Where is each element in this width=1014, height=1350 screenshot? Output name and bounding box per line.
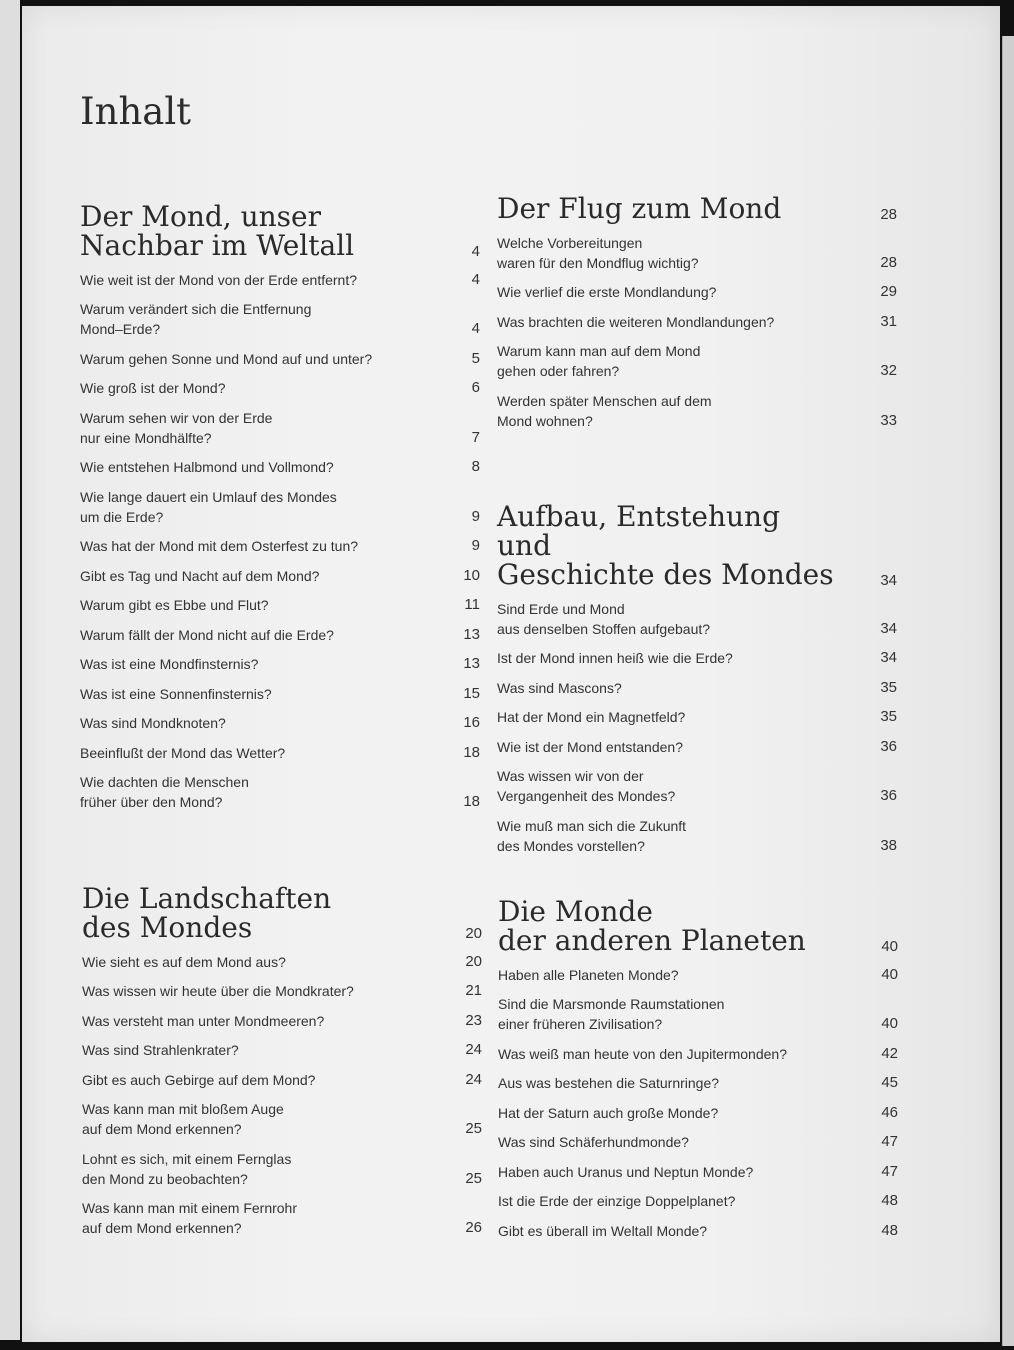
toc-entry <box>82 1040 482 1060</box>
toc-entry-line: Was weiß man heute von den Jupitermonden? <box>498 1045 787 1062</box>
toc-entry-line: einer früheren Zivilisation? <box>498 1016 663 1032</box>
toc-entry-question <box>80 536 420 556</box>
toc-entry-question <box>82 1011 422 1031</box>
section-heading <box>82 884 482 942</box>
section-title <box>497 194 837 223</box>
toc-entry-question <box>498 965 838 985</box>
toc-entry-page-number: 21 <box>465 982 482 999</box>
toc-entry-page-number: 11 <box>464 596 480 613</box>
toc-entry-question <box>82 952 422 972</box>
toc-entry <box>80 378 480 398</box>
toc-entry-question <box>497 282 837 302</box>
toc-entry-question <box>82 1198 422 1238</box>
toc-entry <box>498 1103 898 1123</box>
toc-entry <box>497 816 897 856</box>
toc-entry-question <box>497 233 837 273</box>
toc-entry-question <box>497 678 837 698</box>
toc-entry-line: Warum fällt der Mond nicht auf die Erde? <box>80 626 334 643</box>
toc-entry-question <box>80 743 420 763</box>
toc-entry-line: Gibt es Tag und Nacht auf dem Mond? <box>80 567 320 584</box>
toc-entry <box>80 536 480 556</box>
toc-entry-page-number: 25 <box>465 1120 482 1137</box>
toc-entry-page-number: 20 <box>465 952 482 970</box>
toc-entry <box>497 766 897 806</box>
toc-entry-question <box>497 599 837 639</box>
toc-entry-page-number: 28 <box>880 253 897 271</box>
toc-entry-page-number: 36 <box>880 737 897 755</box>
toc-entry-page-number: 16 <box>463 714 480 731</box>
toc-entry-page-number: 18 <box>463 793 480 810</box>
section-page-number: 4 <box>471 243 480 260</box>
toc-entry-page-number: 47 <box>881 1162 898 1180</box>
toc-entry-line: Wie entstehen Halbmond und Vollmond? <box>80 459 334 475</box>
toc-entry <box>497 282 897 302</box>
toc-entry-line: Haben auch Uranus und Neptun Monde? <box>498 1163 754 1180</box>
toc-entry-line: auf dem Mond erkennen? <box>82 1121 242 1137</box>
toc-entry-page-number: 35 <box>880 678 897 696</box>
toc-entry <box>498 1221 898 1241</box>
toc-entry-question <box>497 707 837 727</box>
toc-entry <box>80 625 480 645</box>
toc-entry-line: Was wissen wir von der <box>497 768 644 784</box>
toc-entry <box>497 312 897 332</box>
toc-entry <box>80 457 480 477</box>
toc-entry-line: Aus was bestehen die Saturnringe? <box>498 1075 720 1091</box>
toc-entry-line: Warum kann man auf dem Mond <box>497 343 701 359</box>
toc-entry <box>82 1011 482 1031</box>
toc-entry-line: Was hat der Mond mit dem Osterfest zu tun? <box>80 538 359 554</box>
toc-entry-page-number: 34 <box>880 619 897 637</box>
section-title-line: Nachbar im Weltall <box>80 229 355 262</box>
section-title-line: Aufbau, Entstehung und <box>497 500 781 562</box>
toc-entry-question <box>497 648 837 668</box>
toc-entry-page-number: 7 <box>471 428 480 446</box>
section-page-number: 20 <box>465 925 482 942</box>
toc-entry <box>497 707 897 727</box>
toc-entry <box>497 233 897 273</box>
section-title-line: Geschichte des Mondes <box>497 558 834 591</box>
toc-entry-line: Was ist eine Mondfinsternis? <box>80 656 259 672</box>
toc-entry-line: Was kann man mit einem Fernrohr <box>82 1200 297 1216</box>
toc-entry-question <box>498 1044 838 1064</box>
toc-entry-page-number: 29 <box>880 283 897 300</box>
toc-entry-question <box>497 391 837 431</box>
toc-entry-line: Wie dachten die Menschen <box>80 774 249 790</box>
toc-entry-page-number: 24 <box>465 1041 482 1058</box>
section-title-line: Die Landschaften <box>82 882 332 915</box>
toc-entry <box>80 743 480 763</box>
toc-entry <box>498 1191 898 1211</box>
toc-entry-line: Wie verlief die erste Mondlandung? <box>497 284 717 300</box>
toc-entry-line: Gibt es auch Gebirge auf dem Mond? <box>82 1071 316 1088</box>
section-mond-nachbar <box>80 202 480 812</box>
toc-entry-question <box>80 654 420 674</box>
toc-entry-line: Wie groß ist der Mond? <box>80 380 226 396</box>
toc-entry-line: Sind die Marsmonde Raumstationen <box>498 996 725 1012</box>
toc-entry-page-number: 4 <box>471 270 480 288</box>
toc-entry-page-number: 31 <box>880 312 897 330</box>
section-page-number: 40 <box>881 938 898 955</box>
toc-entry <box>497 391 897 431</box>
toc-entry-line: nur eine Mondhälfte? <box>80 429 212 446</box>
toc-entry-line: Mond wohnen? <box>497 412 593 429</box>
toc-entry <box>498 1044 898 1064</box>
facing-page-edge <box>0 0 20 1340</box>
toc-entry-line: Was sind Schäferhundmonde? <box>498 1134 689 1150</box>
toc-entry-line: Haben alle Planeten Monde? <box>498 966 679 983</box>
toc-entry-line: Was sind Strahlenkrater? <box>82 1042 239 1058</box>
toc-entry-line: Warum gibt es Ebbe und Flut? <box>80 597 269 613</box>
toc-entry-page-number: 24 <box>465 1070 482 1088</box>
toc-entry-page-number: 5 <box>471 349 480 367</box>
toc-entry-line: Warum gehen Sonne und Mond auf und unter? <box>80 350 373 367</box>
toc-entry-line: auf dem Mond erkennen? <box>82 1220 242 1236</box>
toc-entry-page-number: 34 <box>880 649 897 666</box>
toc-entry-page-number: 15 <box>463 684 480 702</box>
toc-entry-page-number: 18 <box>463 743 480 761</box>
toc-entry-page-number: 48 <box>881 1221 898 1239</box>
toc-entry-line: Was sind Mondknoten? <box>80 715 226 731</box>
toc-entry-question <box>80 713 420 733</box>
section-title-line: des Mondes <box>82 911 253 944</box>
page-stack-edge <box>1002 36 1014 1346</box>
toc-entry-page-number: 8 <box>471 458 480 475</box>
toc-entry-question <box>498 1191 838 1211</box>
toc-entry-line: Wie muß man sich die Zukunft <box>497 817 687 834</box>
section-page-number: 28 <box>880 206 897 223</box>
toc-entry <box>82 1198 482 1238</box>
section-title-line: Die Monde <box>498 895 653 928</box>
toc-entry-page-number: 36 <box>880 787 897 804</box>
toc-entry <box>82 1070 482 1090</box>
toc-entry-line: Werden später Menschen auf dem <box>497 392 712 409</box>
section-title-line: Der Mond, unser <box>80 200 321 233</box>
toc-entry-question <box>80 378 420 398</box>
section-title <box>498 897 838 955</box>
section-page-number: 34 <box>880 572 897 589</box>
toc-entry-page-number: 40 <box>881 965 898 983</box>
section-aufbau-entstehung <box>497 502 897 856</box>
toc-entry <box>498 1073 898 1093</box>
toc-entry-question <box>82 1099 422 1139</box>
toc-entry-question <box>80 625 420 645</box>
toc-entry-question <box>80 487 420 527</box>
toc-entry-question <box>497 766 837 806</box>
section-flug-zum-mond <box>497 194 897 431</box>
section-heading <box>497 502 897 589</box>
toc-entry-page-number: 26 <box>465 1219 482 1236</box>
toc-entry <box>80 566 480 586</box>
toc-entry <box>80 684 480 704</box>
toc-entry-line: Was kann man mit bloßem Auge <box>82 1101 284 1117</box>
toc-entry-line: Lohnt es sich, mit einem Fernglas <box>82 1150 292 1167</box>
toc-entry-question <box>82 1040 422 1060</box>
toc-entry-question <box>498 1132 838 1152</box>
toc-entry <box>80 408 480 448</box>
toc-entry <box>497 648 897 668</box>
toc-entry <box>80 713 480 733</box>
toc-entry-question <box>80 457 420 477</box>
toc-entry-line: aus denselben Stoffen aufgebaut? <box>497 620 711 637</box>
toc-entry-page-number: 47 <box>881 1133 898 1150</box>
toc-entry-line: Sind Erde und Mond <box>497 600 625 617</box>
section-landschaften <box>82 884 482 1238</box>
toc-entry-page-number: 38 <box>880 836 897 854</box>
toc-entry-line: Was versteht man unter Mondmeeren? <box>82 1012 325 1029</box>
toc-entry-question <box>80 684 420 704</box>
toc-entry-line: Wie weit ist der Mond von der Erde entfernt? <box>80 271 358 288</box>
toc-entry <box>497 599 897 639</box>
toc-entry-question <box>80 349 420 369</box>
toc-entry-line: gehen oder fahren? <box>497 363 620 379</box>
section-monde-anderer-planeten <box>498 897 898 1241</box>
toc-entry-page-number: 10 <box>463 566 480 584</box>
toc-entry <box>80 595 480 615</box>
toc-entry <box>80 654 480 674</box>
toc-entry <box>80 487 480 527</box>
toc-entry-line: Welche Vorbereitungen <box>497 234 643 251</box>
toc-entry-question <box>80 772 420 812</box>
toc-entry-page-number: 32 <box>880 362 897 379</box>
toc-entry-page-number: 42 <box>881 1044 898 1062</box>
toc-entry-question <box>498 1103 838 1123</box>
toc-entry-line: Was wissen wir heute über die Mondkrater? <box>82 983 354 999</box>
toc-entry-page-number: 33 <box>880 411 897 429</box>
toc-entry-page-number: 45 <box>881 1074 898 1091</box>
toc-entry <box>80 772 480 812</box>
toc-entry-line: Ist die Erde der einzige Doppelplanet? <box>498 1193 736 1209</box>
toc-entry-page-number: 40 <box>881 1015 898 1032</box>
toc-entry <box>498 994 898 1034</box>
toc-entry-page-number: 6 <box>471 379 480 396</box>
toc-entry-line: Vergangenheit des Mondes? <box>497 788 676 804</box>
toc-entry-question <box>82 1149 422 1189</box>
toc-entry-page-number: 23 <box>465 1011 482 1029</box>
section-heading <box>498 897 898 955</box>
toc-entry-line: um die Erde? <box>80 508 164 525</box>
toc-entry-page-number: 25 <box>465 1169 482 1187</box>
toc-entry-line: früher über den Mond? <box>80 794 223 810</box>
toc-entry-question <box>498 1221 838 1241</box>
toc-entry-question <box>80 299 420 339</box>
section-heading <box>497 194 897 223</box>
toc-entry-line: Warum verändert sich die Entfernung <box>80 301 312 317</box>
toc-entry-page-number: 9 <box>471 537 480 554</box>
toc-entry <box>497 341 897 381</box>
toc-entry <box>498 1132 898 1152</box>
toc-entry-question <box>497 737 837 757</box>
toc-entry-page-number: 13 <box>463 655 480 672</box>
toc-entry-line: Hat der Mond ein Magnetfeld? <box>497 709 686 725</box>
toc-entry-line: Wie lange dauert ein Umlauf des Mondes <box>80 488 337 505</box>
toc-entry-question <box>82 981 422 1001</box>
toc-entry <box>82 1149 482 1189</box>
toc-entry-page-number: 9 <box>471 507 480 525</box>
toc-entry <box>498 1162 898 1182</box>
toc-entry-question <box>497 341 837 381</box>
toc-entry-page-number: 46 <box>881 1103 898 1121</box>
toc-entry-page-number: 13 <box>463 625 480 643</box>
toc-entry-line: Hat der Saturn auch große Monde? <box>498 1104 719 1121</box>
section-title-line: der anderen Planeten <box>498 924 806 957</box>
toc-entry-question <box>80 408 420 448</box>
toc-entry-page-number: 4 <box>471 320 480 337</box>
toc-entry-question <box>497 312 837 332</box>
toc-entry <box>498 965 898 985</box>
toc-entry-question <box>498 1073 838 1093</box>
toc-entry-line: Was sind Mascons? <box>497 679 622 696</box>
toc-entry-line: Wie ist der Mond entstanden? <box>497 738 683 755</box>
toc-entry-line: Mond–Erde? <box>80 321 161 337</box>
toc-entry-line: Ist der Mond innen heiß wie die Erde? <box>497 650 733 666</box>
toc-entry <box>82 981 482 1001</box>
toc-entry-line: Warum sehen wir von der Erde <box>80 409 273 426</box>
section-title <box>82 884 422 942</box>
section-title <box>497 502 837 589</box>
toc-entry-question <box>80 270 420 290</box>
toc-entry-page-number: 35 <box>880 708 897 725</box>
toc-entry-line: des Mondes vorstellen? <box>497 837 645 854</box>
toc-entry-line: den Mond zu beobachten? <box>82 1170 248 1187</box>
toc-entry-question <box>80 595 420 615</box>
toc-entry-line: Was ist eine Sonnenfinsternis? <box>80 685 272 702</box>
toc-entry-line: Was brachten die weiteren Mondlandungen? <box>497 313 775 330</box>
toc-entry-question <box>497 816 837 856</box>
toc-entry-question <box>498 994 838 1034</box>
toc-entry <box>80 349 480 369</box>
toc-entry-page-number: 48 <box>881 1192 898 1209</box>
toc-entry <box>80 270 480 290</box>
toc-entry-question <box>498 1162 838 1182</box>
toc-entry <box>497 678 897 698</box>
section-title-line: Der Flug zum Mond <box>497 192 782 225</box>
toc-entry <box>497 737 897 757</box>
toc-entry-question <box>80 566 420 586</box>
toc-entry <box>80 299 480 339</box>
section-heading <box>80 202 480 260</box>
toc-entry-line: waren für den Mondflug wichtig? <box>497 254 699 271</box>
toc-entry <box>82 1099 482 1139</box>
toc-entry-line: Beeinflußt der Mond das Wetter? <box>80 744 286 761</box>
section-title <box>80 202 420 260</box>
toc-entry-line: Wie sieht es auf dem Mond aus? <box>82 953 286 970</box>
toc-entry-line: Gibt es überall im Weltall Monde? <box>498 1222 708 1239</box>
toc-entry <box>82 952 482 972</box>
page-title: Inhalt <box>80 90 192 133</box>
book-page <box>22 6 1000 1342</box>
toc-entry-question <box>82 1070 422 1090</box>
